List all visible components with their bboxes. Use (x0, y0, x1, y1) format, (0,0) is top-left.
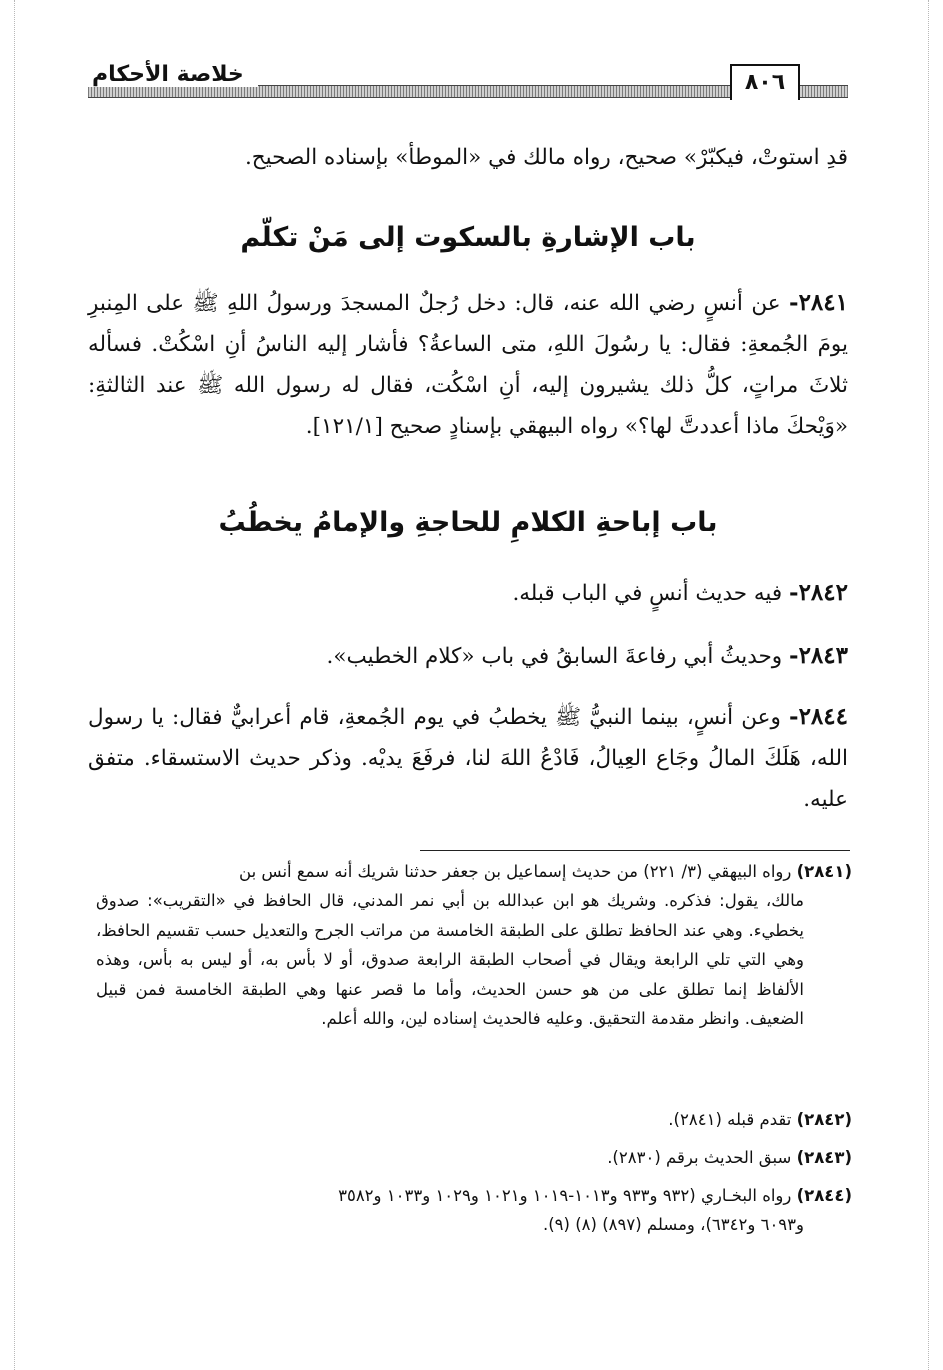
scan-edge-left (14, 0, 15, 1370)
page-number: ٨٠٦ (730, 64, 800, 100)
footnote-number: (٢٨٤٢) (796, 1110, 852, 1129)
hadith-2844 (88, 696, 848, 820)
hadith-text: وعن أنسٍ، بينما النبيُّ ﷺ يخطبُ في يوم الجُمعةِ، قام أعرابيٌّ فقال: يا رسول الله، هَلَكَ المالُ وجَاع العِيالُ، فَادْعُ اللهَ لنا، فرفَعَ يديْه. وذكر حديث الاستسقاء. متفق عليه. (88, 705, 848, 812)
hadith-number: ٢٨٤٢- (789, 579, 848, 606)
hadith-number: ٢٨٤٤- (789, 703, 848, 730)
footnote-number: (٢٨٤٣) (796, 1148, 852, 1167)
footnote-text: رواه البيهقي (٣/ ٢٢١) من حديث إسماعيل بن جعفر حدثنا شريك أنه سمع أنس بن (239, 862, 792, 881)
footnote-number: (٢٨٤١) (796, 862, 852, 881)
hadith-number: ٢٨٤٣- (789, 642, 848, 669)
running-title: خلاصة الأحكام (88, 62, 258, 87)
footnote-first-line (96, 857, 852, 886)
footnote-2842 (96, 1105, 852, 1134)
footnote-continuation: و٦٠٩٣ و٦٣٤٢)، ومسلم (٨٩٧) (٨) (٩). (542, 1215, 804, 1235)
footnote-first-line (96, 1181, 852, 1210)
hadith-text: عن أنسٍ رضي الله عنه، قال: دخل رُجلٌ المسجدَ ورسولُ اللهِ ﷺ على المِنبرِ يومَ الجُمعةِ: فقال: يا رسُولَ اللهِ، متى الساعةُ؟ فأشار إليه الناسُ أنِ اسْكُتْ. فسأله ثلاثَ مراتٍ، كلُّ ذلك يشيرون إليه، أنِ اسْكُت، فقال له رسول الله ﷺ عند الثالثةِ: «وَيْحكَ ماذا أعددتَّ لها؟» رواه البيهقي بإسنادٍ صحيح [١٢١/١]. (88, 291, 848, 439)
footnote-number: (٢٨٤٤) (796, 1186, 852, 1205)
footnote-continuation: مالك، يقول: فذكره. وشريك هو ابن عبدالله بن أبي نمر المدني، قال الحافظ في «التقريب»: صدوق يخطيء. وهي عند الحافظ تطلق على الطبقة الخامسة من مراتب الجرح والتعديل حسب تقسيم الحافظ، وهي التي تلي الرابعة ويقال في أصحاب الطبقة الرابعة صدوق، أو لا بأس به، أو ليس به بأس، وهذه الألفاظ إنما تطلق على من هو حسن الحديث، وأما ما قصر عنها وهي الطبقة الخامسة فمن قبيل الضعيف. وانظر مقدمة التحقيق. وعليه فالحديث إسناده لين، والله أعلم. (96, 891, 804, 1029)
footnote-text: تقدم قبله (٢٨٤١). (668, 1110, 792, 1129)
chapter-heading-speech: باب إباحةِ الكلامِ للحاجةِ والإمامُ يخطُبُ (218, 507, 718, 538)
footnote-text: سبق الحديث برقم (٢٨٣٠). (607, 1148, 792, 1167)
scan-edge-right (928, 0, 929, 1370)
hadith-text: وحديثُ أبي رفاعةَ السابقُ في باب «كلام الخطيب». (326, 644, 783, 669)
footnote-text: رواه البخـاري (٩٣٢ و٩٣٣ و١٠١٣-١٠١٩ و١٠٢١ و١٠٢٩ و١٠٣٣ و٣٥٨٢ (338, 1186, 792, 1205)
hadith-2843 (88, 635, 848, 677)
page-header (88, 58, 848, 104)
footnote-2841 (96, 857, 852, 1033)
footnote-2844 (96, 1181, 852, 1240)
chapter-heading-silence: باب الإشارةِ بالسكوت إلى مَنْ تكلّم (240, 222, 696, 253)
footnote-2843 (96, 1143, 852, 1172)
footnote-separator (420, 850, 850, 851)
hadith-2842 (88, 572, 848, 614)
hadith-text: فيه حديث أنسٍ في الباب قبله. (512, 581, 783, 606)
hadith-2841 (88, 282, 848, 447)
continuation-paragraph: قدِ استوتْ، فيكبّرْ» صحيح، رواه مالك في «الموطأ» بإسناده الصحيح. (244, 145, 848, 170)
hadith-number: ٢٨٤١- (789, 289, 848, 316)
